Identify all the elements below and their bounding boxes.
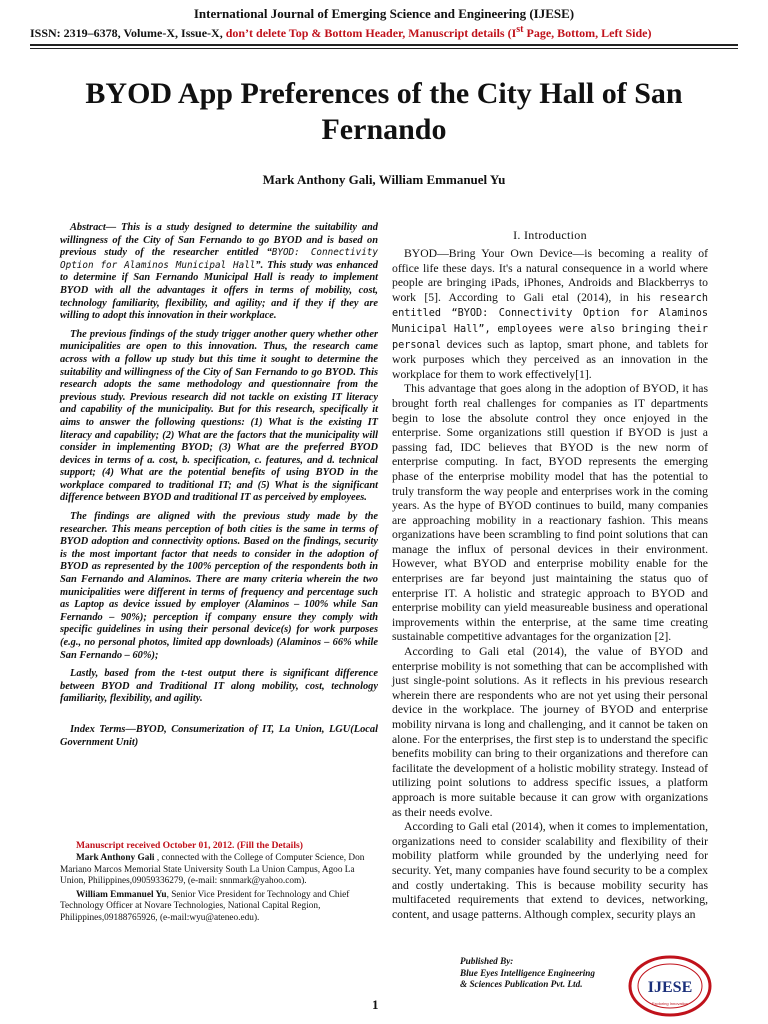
issn-text: ISSN: 2319–6378, Volume-X, Issue-X, bbox=[30, 26, 223, 40]
abstract-paragraph-1: Abstract— This is a study designed to determine the suitability and willingness of the City of San Fernando to go BYOD and is based on previous study of the researcher entitled “BYOD: Connectivity Option for Alaminos Municipal Hall”. This study was enhanced to determine if San Fernando Municipal Hall is ready to implement BYOD with all the advantages it offers in terms of mobility, cost, technology familiarity, flexibility, and agility; and if they if they are willing to adopt this innovation in their workplace. bbox=[60, 222, 378, 322]
logo-text: IJESE bbox=[647, 979, 693, 996]
intro-paragraph-4: According to Gali etal (2014), when it comes to implementation, organizations need to consider scalability and flexibility of their mobility platform while grounded by the underlying need for security. Yet, many companies have found security to be a complex and costly undertaking. This is because mobility security has multifaceted requirements that extend to devices, networking, content, and usage patterns. Although complex, security plays an bbox=[392, 820, 708, 921]
index-terms: Index Terms—BYOD, Consumerization of IT, La Union, LGU(Local Government Unit) bbox=[60, 723, 378, 748]
author2-details: William Emmanuel Yu, Senior Vice President for Technology and Chief Technology Officer at Novare Technologies, National Capital Region, Philippines,09188765926, (e-mail:wyu@ateneo.edu). bbox=[60, 889, 350, 923]
publisher-line-1: Blue Eyes Intelligence Engineering bbox=[460, 967, 596, 978]
logo-ring-text: Exploring Innovation bbox=[651, 1001, 689, 1006]
manuscript-details bbox=[60, 840, 378, 925]
issn-line bbox=[30, 24, 768, 41]
intro-paragraph-2: This advantage that goes along in the adoption of BYOD, it has brought forth real challenges for companies as IT departments begin to lose the absolute control they once enjoyed in the enterprise. Some organizations still question if BYOD is just a passing fad, IDC believes that BYOD is the new norm of enterprise computing. In fact, BYOD represents the emerging phase of the enterprise mobility model that has the potential to truly transform the way people and enterprises work in the coming years. As the hype of BYOD continues to build, many companies are approaching mobility in a reactionary fashion. This means organizations have been scrambling to find point solutions that can manage the influx of personal devices in their environment. However, what BYOD and enterprise mobility enable for the enterprises are far beyond just maintaining the status quo of enterprise IT. A holistic and strategic approach to BYOD and enterprise mobility can yield measureable business and operational improvements within the enterprise, at the same time creating sustainable competitive advantages for the organization [2]. bbox=[392, 382, 708, 644]
journal-header: International Journal of Emerging Science and Engineering (IJESE) bbox=[193, 6, 575, 21]
header-note: don’t delete Top & Bottom Header, Manuscript details (Ist Page, Bottom, Left Side) bbox=[225, 24, 652, 40]
manuscript-received: Manuscript received October 01, 2012. (Fill the Details) bbox=[76, 840, 303, 851]
abstract-paragraph-4: Lastly, based from the t-test output there is significant difference between BYOD and Traditional IT along mobility, cost, technology familiarity, flexibility, and agility. bbox=[60, 668, 378, 705]
publisher-block bbox=[460, 956, 640, 991]
section-heading-introduction: I. Introduction bbox=[513, 228, 587, 242]
page-number: 1 bbox=[372, 997, 379, 1012]
author1-details: Mark Anthony Gali , connected with the College of Computer Science, Don Mariano Marcos Memorial State University South La Union Campus, Agoo La Union, Philippines,09059336279, (e-mail: snnmark@yahoo.com). bbox=[60, 853, 365, 887]
publisher-line-2: & Sciences Publication Pvt. Ltd. bbox=[460, 979, 583, 989]
left-column bbox=[60, 222, 378, 749]
published-by-label: Published By: bbox=[460, 956, 514, 966]
ijese-logo bbox=[624, 948, 720, 1020]
intro-paragraph-3: According to Gali etal (2014), the value of BYOD and enterprise mobility is not something that can be accomplished with just single-point solutions. As it reflects in his previous research wherein there are respondents who are not yet using their personal device in the workplace. The journey of BYOD and enterprise mobility nirvana is long and challenging, and it cannot be taken on alone. For the enterprises, the first step is to understand the specific benefits mobility can bring to their organizations and therefore can facilitate the development of a holistic mobility strategy. Instead of utilizing point solutions to address specific issues, a platform approach is more suitable because it can grow with organizations as their needs evolve. bbox=[392, 645, 708, 819]
paper-authors: Mark Anthony Gali, William Emmanuel Yu bbox=[262, 172, 506, 187]
intro-paragraph-1: BYOD—Bring Your Own Device—is becoming a reality of office life these days. It's a natural consequence in a world where people are bringing iPads, iPhones, Androids and Blackberrys to work [5]. According to Gali etal (2014), in his research entitled “BYOD: Connectivity Option for Alaminos Municipal Hall”, employees were also bringing their personal devices such as laptop, smart phone, and tablets for work purposes which they perceived as an innovation in the workplace for them to work effectively[1]. bbox=[392, 247, 708, 381]
paper-title: BYOD App Preferences of the City Hall of San Fernando bbox=[85, 77, 683, 146]
header-rule-thin bbox=[30, 48, 738, 49]
abstract-paragraph-2: The previous findings of the study trigger another query whether other municipalities are open to this innovation. Thus, the research came across with a follow up study but this time it sought to determine the suitability and willingness of the City of San Fernando to go BYOD. This research adopts the same methodology and questionnaire from the previous study. Previous research did not tackle on existing IT literacy and capability of the municipality. But for this research, specifically it aims to answer the following questions: (1) What is the existing IT literacy and capability; (2) What are the factors that the municipality will consider in implementing BYOD; (3) What are the preferred BYOD devices in terms of a. cost, b. specification, c. features, and d. technical support; (4) What are the potential benefits of using BYOD in the workplace compared to traditional IT; and (5) What is the significant difference between BYOD and traditional IT as perceived by employees. bbox=[60, 328, 378, 504]
header-rule bbox=[30, 44, 738, 46]
right-column bbox=[392, 228, 708, 922]
abstract-paragraph-3: The findings are aligned with the previous study made by the researcher. This means perception of both cities is the same in terms of BYOD adoption and connectivity options. Based on the findings, security is the most important factor that needs to consider in the adoption of BYOD as represented by the 100% perception of the respondents both in San Fernando and Alaminos. There are many criteria wherein the two municipalities were different in terms of frequency and percentage such as Laptop as device issued by employer (Alaminos – 100% while San Fernando – 90%); perception if company ensure they comply with specific guidelines in using their personal device(s) for work purposes (e.g., no personal photos, limited app downloads) (Alaminos – 66% while San Fernando – 60%); bbox=[60, 511, 378, 661]
